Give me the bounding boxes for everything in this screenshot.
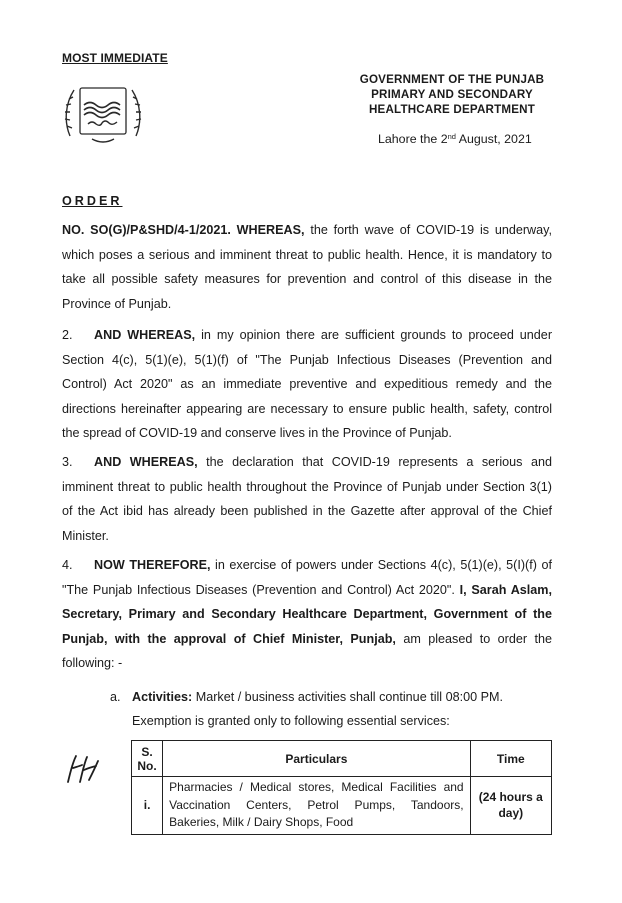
paragraph-3-lead: AND WHEREAS, — [94, 455, 198, 469]
item-a-activities — [110, 685, 552, 733]
reference-paragraph — [62, 218, 552, 316]
paragraph-4 — [62, 553, 552, 676]
paragraph-4-number: 4. — [62, 558, 73, 572]
paragraph-2-text: in my opinion there are sufficient grounds to proceed under Section 4(c), 5(1)(e), 5(1)(f) of "The Punjab Infectious Diseases (Prevention and Control) Act 2020" as an immediate preventive and expeditious remedy and the directions hereinafter appearing are necessary to ensure public health, safety, control the spread of COVID-19 and conserve lives in the Province of Punjab. — [62, 328, 553, 440]
essential-services-table — [131, 740, 552, 835]
urgency-label: MOST IMMEDIATE — [62, 51, 168, 65]
item-a-text: Market / business activities shall continue till 08:00 PM. — [192, 690, 503, 704]
table-row — [132, 777, 552, 835]
header-particulars: Particulars — [163, 741, 470, 777]
handwritten-initials — [62, 752, 102, 786]
reference-number: NO. SO(G)/P&SHD/4-1/2021. — [62, 223, 231, 237]
order-title: ORDER — [62, 194, 123, 208]
date-prefix: Lahore the 2 — [378, 132, 448, 146]
paragraph-4-bold: I, Sarah Aslam, Secretary, Primary and Secondary Healthcare Department, Government of the Punjab, with the approval of Chief Minister, Punjab, — [62, 582, 552, 646]
department-line-2: PRIMARY AND SECONDARY — [371, 88, 533, 101]
paragraph-2-lead: AND WHEREAS, — [94, 328, 196, 342]
department-heading — [330, 72, 574, 117]
paragraph-3-text: the declaration that COVID-19 represents a serious and imminent threat to public health throughout the Province of Punjab under Section 3(1) of the Act ibid has already been published in the Gazette after approval of the Chief Minister. — [62, 455, 552, 543]
date-rest: August, 2021 — [455, 132, 532, 146]
header-time: Time — [470, 741, 551, 777]
government-seal-icon — [62, 76, 144, 148]
table-header-row — [132, 741, 552, 777]
reference-lead: WHEREAS, — [230, 223, 305, 237]
header-sno: S. No. — [132, 741, 163, 777]
item-a-text-2: Exemption is granted only to following essential services: — [132, 714, 450, 728]
issue-date — [378, 132, 532, 146]
row-sno: i. — [132, 777, 163, 835]
row-particulars: Pharmacies / Medical stores, Medical Facilities and Vaccination Centers, Petrol Pumps, Tandoors, Bakeries, Milk / Dairy Shops, Food — [163, 777, 470, 835]
item-a-marker: a. — [110, 690, 121, 704]
reference-text: the forth wave of COVID-19 is underway, which poses a serious and imminent threat to public health. Hence, it is mandatory to take all possible safety measures for prevention and control of this disease in the Province of Punjab. — [62, 223, 553, 311]
paragraph-4-text-2: am pleased to order the following: - — [62, 631, 553, 670]
paragraph-4-lead: NOW THEREFORE, — [94, 558, 211, 572]
paragraph-2 — [62, 323, 552, 446]
row-time: (24 hours a day) — [470, 777, 551, 835]
date-suffix: nd — [447, 132, 456, 141]
department-line-3: HEALTHCARE DEPARTMENT — [368, 103, 536, 116]
paragraph-2-number: 2. — [62, 328, 73, 342]
paragraph-3-number: 3. — [62, 455, 73, 469]
item-a-lead: Activities: — [132, 690, 193, 704]
department-line-1: GOVERNMENT OF THE PUNJAB — [359, 73, 545, 86]
paragraph-4-text-1: in exercise of powers under Sections 4(c), 5(1)(e), 5(I)(f) of "The Punjab Infectious Diseases (Prevention and Control) Act 2020". — [62, 558, 552, 597]
paragraph-3 — [62, 450, 552, 548]
